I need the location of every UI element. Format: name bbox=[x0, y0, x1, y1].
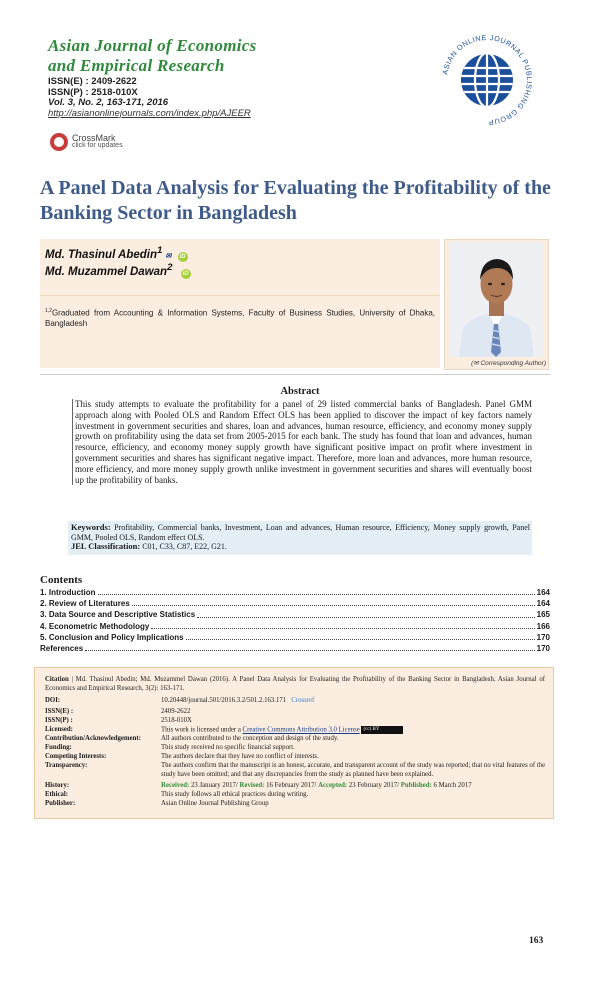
toc-item[interactable]: 5. Conclusion and Policy Implications 170 bbox=[40, 632, 550, 642]
keywords: Keywords: Profitability, Commercial banks, Investment, Loan and advances, Human resource, Efficiency, Money supply growth, Panel GMM, Pooled OLS, Random effect OLS. JEL Classification: C01, C33, C87, E22, G21. bbox=[71, 522, 531, 551]
page-number: 163 bbox=[529, 936, 544, 946]
info-funding: Funding: This study received no specific financial support. bbox=[45, 744, 295, 751]
license-link[interactable]: Creative Commons Attribution 3.0 License bbox=[242, 726, 360, 734]
publisher-globe-logo bbox=[430, 30, 545, 130]
abstract-heading: Abstract bbox=[280, 386, 320, 397]
divider bbox=[40, 374, 550, 375]
author-1: Md. Thasinul Abedin$^1$ ✉ iD bbox=[45, 245, 186, 261]
info-publisher: Publisher: Asian Online Journal Publishing Group bbox=[45, 800, 269, 807]
issn-p: ISSN(P) : 2518-010X bbox=[48, 86, 138, 98]
crossref-icon[interactable]: Crossref bbox=[291, 697, 315, 704]
paper-title: A Panel Data Analysis for Evaluating the Profitability of the Banking Sector in Bangladesh bbox=[40, 177, 551, 224]
jel-codes: C01, C33, C87, E22, G21. bbox=[142, 542, 227, 551]
contents-heading: Contents bbox=[40, 574, 83, 586]
toc-item[interactable]: References 170 bbox=[40, 644, 550, 654]
table-of-contents bbox=[40, 587, 550, 654]
crossmark-badge[interactable]: CrossMark click for updates bbox=[50, 133, 123, 151]
volume-info: Vol. 3, No. 2, 163-171, 2016 bbox=[48, 97, 169, 108]
keywords-text: Profitability, Commercial banks, Investment, Loan and advances, Human resource, Efficiency, Money supply growth, Panel GMM, Pooled OLS, Random effect OLS. bbox=[71, 523, 531, 542]
corresponding-author-note: (✉ Corresponding Author) bbox=[471, 360, 546, 367]
affiliation: $^{1,2}$Graduated from Accounting & Information Systems, Faculty of Business Studies, University of Dhaka, Bangladesh bbox=[45, 308, 435, 328]
info-history: History: Received: 23 January 2017/ Revised: 16 February 2017/ Accepted: 23 February 2017/ Published: 6 March 2017 bbox=[45, 782, 472, 789]
orcid-icon[interactable]: iD bbox=[182, 270, 189, 277]
toc-item[interactable]: 2. Review of Literatures 164 bbox=[40, 599, 550, 609]
journal-url-link[interactable]: http://asianonlinejournals.com/index.php/AJEER bbox=[48, 107, 251, 119]
info-transparency: Transparency: The authors confirm that the manuscript is an honest, accurate, and transparent account of the study was reported; that no vital features of the study have been omitted; and that any discrepancies from the study as planned have been explained. bbox=[45, 762, 546, 778]
abstract-text: This study attempts to evaluate the profitability for a panel of 29 listed commercial banks of Bangladesh. Panel GMM approach along with Pooled OLS and Random Effect OLS has been applied to discover the impact of key factors namely investment in government securities and shares, loan and advances, human resource, efficiency, and economy money supply growth on profitability using the data set from 2005-2015 for each bank. The study has found that loan and advances, human resource, efficiency, and economy money supply growth have significant positive impact on profit where investment in government securities and shares has significant negative impact. Therefore, more loan and advances, more human resource, more efficiency, and more money supply growth unlike investment in government securities and shares will eventually boost up the profitability of banks. bbox=[72, 399, 532, 485]
author-2: Md. Muzammel Dawan$^2$ iD bbox=[45, 262, 189, 278]
crossmark-icon bbox=[50, 133, 68, 151]
info-doi: DOI: 10.20448/journal.501/2016.3.2/501.2.163.171 Crossref bbox=[45, 697, 315, 704]
toc-item[interactable]: 4. Econometric Methodology 166 bbox=[40, 621, 550, 631]
toc-item[interactable]: 1. Introduction 164 bbox=[40, 588, 550, 597]
corresponding-mail-icon[interactable]: ✉ bbox=[165, 252, 172, 260]
info-issn-e: ISSN(E) : 2409-2622 bbox=[45, 708, 191, 715]
info-license: Licensed: This work is licensed under a Creative Commons Attribution 3.0 License (cc) BY bbox=[45, 726, 550, 735]
journal-meta bbox=[48, 77, 251, 119]
cc-by-badge[interactable]: (cc) BY bbox=[361, 726, 403, 734]
doi-link[interactable]: 10.20448/journal.501/2016.3.2/501.2.163.171 bbox=[161, 697, 287, 704]
author-1-name: Md. Thasinul Abedin bbox=[45, 248, 158, 261]
info-issn-p: ISSN(P) : 2518-010X bbox=[45, 717, 192, 724]
author-photo bbox=[449, 242, 544, 357]
journal-name: Asian Journal of Economics and Empirical Research bbox=[48, 36, 257, 75]
info-ethical: Ethical: This study follows all ethical practices during writing. bbox=[45, 791, 309, 798]
svg-text:ASIAN ONLINE JOURNAL PUBLISHIN: ASIAN ONLINE JOURNAL PUBLISHING GROUP bbox=[440, 32, 535, 128]
issn-e: ISSN(E) : 2409-2622 bbox=[48, 76, 137, 87]
citation: Citation | Md. Thasinul Abedin; Md. Muzammel Dawan (2016). A Panel Data Analysis for Evaluating the Profitability of the Banking Sector in Bangladesh. Asian Journal of Economics and Empirical Research, 3(2): 163-171. bbox=[45, 676, 545, 693]
info-competing: Competing Interests: The authors declare that they have no conflict of interests. bbox=[45, 753, 319, 760]
jel-label: JEL Classification: bbox=[71, 541, 141, 551]
orcid-icon[interactable]: iD bbox=[179, 253, 186, 260]
toc-item[interactable]: 3. Data Source and Descriptive Statistics 165 bbox=[40, 610, 550, 620]
author-2-name: Md. Muzammel Dawan bbox=[45, 265, 168, 278]
info-contribution: Contribution/Acknowledgement: All authors contributed to the conception and design of the study. bbox=[45, 735, 339, 742]
